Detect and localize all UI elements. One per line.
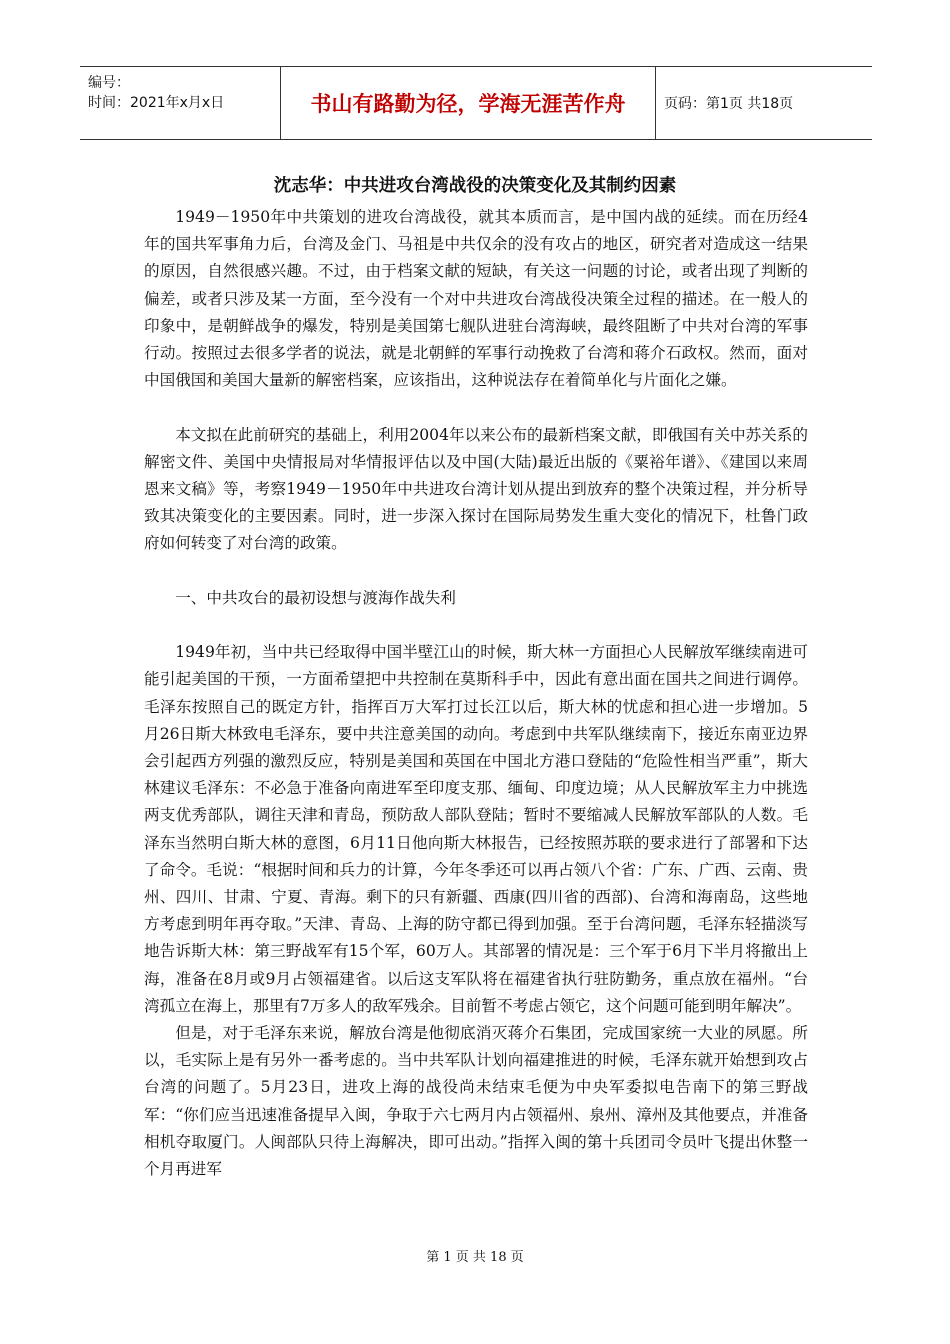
header-page-info: 页码：第1页 共18页: [664, 96, 794, 112]
paragraph: 但是，对于毛泽东来说，解放台湾是他彻底消灭蒋介石集团，完成国家统一大业的夙愿。所以，毛实际上是有另外一番考虑的。当中共军队计划向福建推进的时候，毛泽东就开始想到攻占台湾的问题了。5月23日，进攻上海的战役尚未结束毛便为中央军委拟电告南下的第三野战军：“你们应当迅速准备提早入闽，争取于六七两月内占领福州、泉州、漳州及其他要点，并准备相机夺取厦门。人闽部队只待上海解决，即可出动。”指挥入闽的第十兵团司令员叶飞提出休整一个月再进军: [144, 1024, 808, 1179]
paragraph-gap: [144, 394, 808, 421]
paragraph: 1949年初，当中共已经取得中国半壁江山的时候，斯大林一方面担心人民解放军继续南进可能引起美国的干预，一方面希望把中共控制在莫斯科手中，因此有意出面在国共之间进行调停。毛泽东按照自己的既定方针，指挥百万大军打过长江以后，斯大林的忧虑和担心进一步增加。5月26日斯大林致电毛泽东，要中共注意美国的动向。考虑到中共军队继续南下，接近东南亚边界会引起西方列强的激烈反应，特别是美国和英国在中国北方港口登陆的“危险性相当严重”，斯大林建议毛泽东：不必急于准备向南进军至印度支那、缅甸、印度边境；从人民解放军主力中挑选两支优秀部队，调往天津和青岛，预防敌人部队登陆；暂时不要缩减人民解放军部队的人数。毛泽东当然明白斯大林的意图，6月11日他向斯大林报告，已经按照苏联的要求进行了部署和下达了命令。毛说：“根据时间和兵力的计算，今年冬季还可以再占领八个省：广东、广西、云南、贵州、四川、甘肃、宁夏、青海。剩下的只有新疆、西康(四川省的西部)、台湾和海南岛，这些地方考虑到明年再夺取。”天津、青岛、上海的防守都已得到加强。至于台湾问题，毛泽东轻描淡写地告诉斯大林：第三野战军有15个军，60万人。其部署的情况是：三个军于6月下半月将撤出上海，准备在8月或9月占领福建省。以后这支军队将在福建省执行驻防勤务，重点放在福州。“台湾孤立在海上，那里有7万多人的敌军残余。目前暂不考虑占领它，这个问题可能到明年解决”。: [144, 643, 808, 1015]
page-header: [80, 66, 872, 140]
paragraph: 本文拟在此前研究的基础上，利用2004年以来公布的最新档案文献，即俄国有关中苏关系的解密文件、美国中央情报局对华情报评估以及中国(大陆)最近出版的《粟裕年谱》、《建国以来周恩来文稿》等，考察1949－1950年中共进攻台湾计划从提出到放弃的整个决策过程，并分析导致其决策变化的主要因素。同时，进一步深入探讨在国际局势发生重大变化的情况下，杜鲁门政府如何转变了对台湾的政策。: [144, 425, 808, 553]
document-title: 沈志华：中共进攻台湾战役的决策变化及其制约因素: [273, 176, 677, 196]
paragraph-gap: [144, 558, 808, 585]
document-body: [144, 204, 808, 1183]
section-heading: 一、中共攻台的最初设想与渡海作战失利: [175, 588, 456, 607]
header-meta: [80, 67, 280, 139]
page-footer: 第 1 页 共 18 页: [426, 1250, 524, 1265]
document-time-label: 时间：2021年x月x日: [88, 95, 225, 111]
document-number-label: 编号：: [88, 75, 130, 91]
header-motto: 书山有路勤为径，学海无涯苦作舟: [280, 67, 656, 139]
paragraph-gap: [144, 612, 808, 639]
paragraph: 1949－1950年中共策划的进攻台湾战役，就其本质而言，是中国内战的延续。而在历经4年的国共军事角力后，台湾及金门、马祖是中共仅余的没有攻占的地区，研究者对造成这一结果的原因，自然很感兴趣。不过，由于档案文献的短缺，有关这一问题的讨论，或者出现了判断的偏差，或者只涉及某一方面，至今没有一个对中共进攻台湾战役决策全过程的描述。在一般人的印象中，是朝鲜战争的爆发，特别是美国第七舰队进驻台湾海峡，最终阻断了中共对台湾的军事行动。按照过去很多学者的说法，就是北朝鲜的军事行动挽救了台湾和蒋介石政权。然而，面对中国俄国和美国大量新的解密档案，应该指出，这种说法存在着简单化与片面化之嫌。: [144, 208, 808, 390]
